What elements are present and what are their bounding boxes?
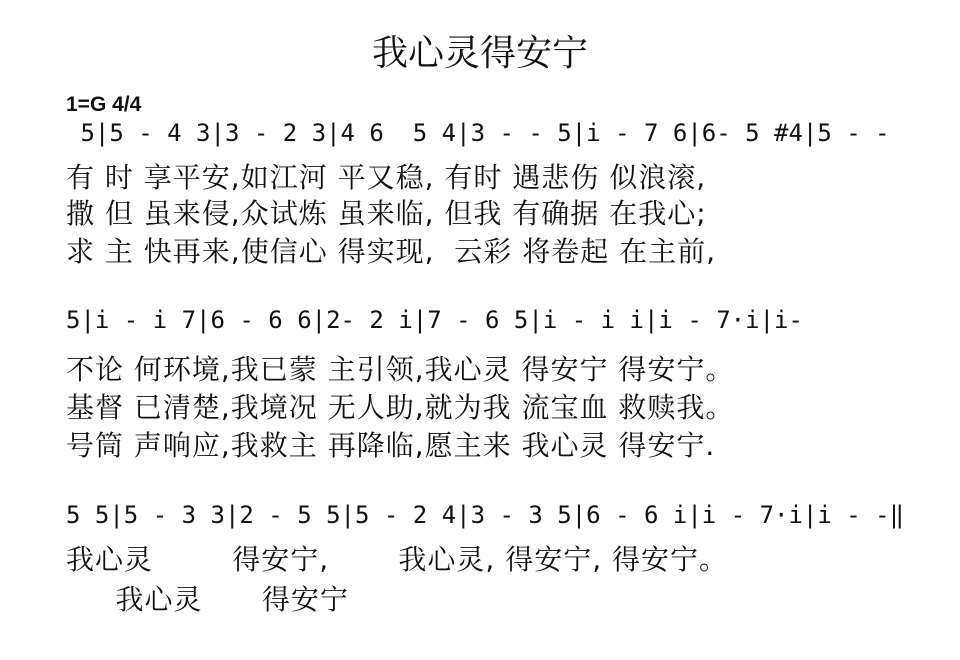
- lyric-line-2-verse-1: 不论 何环境,我已蒙 主引领,我心灵 得安宁 得安宁。: [66, 353, 735, 386]
- lyric-line-1-verse-2: 撒 但 虽来侵,众试炼 虽来临, 但我 有确据 在我心;: [66, 197, 707, 230]
- notation-line-1: 5|5 - 4 3|3 - 2 3|4 6 5 4|3 - - 5|i - 7 6|6- 5 #4|5 - -: [66, 119, 890, 147]
- lyric-line-3-lower: 我心灵 得安宁: [66, 583, 349, 616]
- song-title: 我心灵得安宁: [371, 33, 588, 74]
- notation-line-2: 5|i - i 7|6 - 6 6|2- 2 i|7 - 6 5|i - i i|i - 7·i|i-: [66, 306, 803, 334]
- notation-line-3: 5 5|5 - 3 3|2 - 5 5|5 - 2 4|3 - 3 5|6 - 6 i|i - 7·i|i - -‖: [66, 501, 905, 529]
- lyric-line-2-verse-3: 号筒 声响应,我救主 再降临,愿主来 我心灵 得安宁.: [66, 429, 716, 462]
- lyric-line-2-verse-2: 基督 已清楚,我境况 无人助,就为我 流宝血 救赎我。: [66, 391, 735, 424]
- lyric-line-1-verse-1: 有 时 享平安,如江河 平又稳, 有时 遇悲伤 似浪滚,: [66, 161, 707, 194]
- lyric-line-1-verse-3: 求 主 快再来,使信心 得实现, 云彩 将卷起 在主前,: [66, 235, 717, 268]
- lyric-line-3-upper: 我心灵 得安宁, 我心灵, 得安宁, 得安宁。: [66, 543, 729, 576]
- key-signature: 1=G 4/4: [66, 93, 142, 116]
